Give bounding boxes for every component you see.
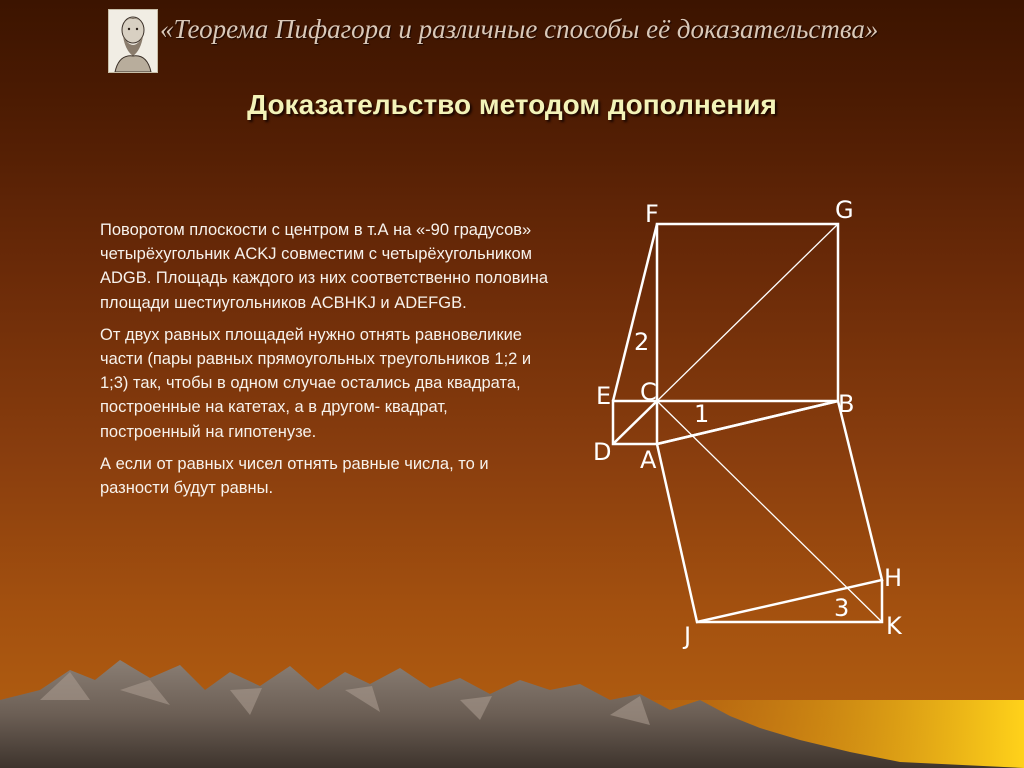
body-text [100, 218, 550, 508]
label-C: C [640, 378, 657, 406]
triangle-hkj [697, 580, 882, 622]
line-dc [613, 401, 657, 444]
label-E: E [596, 382, 612, 410]
label-B: B [838, 390, 855, 418]
square-edac [613, 401, 657, 444]
presentation-title: «Теорема Пифагора и различные способы её доказательства» [160, 14, 879, 44]
paragraph-subtraction: От двух равных площадей нужно отнять равновеликие части (пары равных прямоугольных треугольников 1;2 и 1;3) так, чтобы в одном случае остались два квадрата, построенные на катетах, а в другом- квадрат, построенный на гипотенузе. [100, 325, 532, 441]
triangle-label-3: 3 [834, 594, 850, 622]
diagonal-cg [657, 224, 838, 401]
slide-title: Доказательство методом дополнения [247, 89, 777, 120]
pythagoras-portrait-icon [108, 9, 158, 73]
label-K: K [886, 612, 902, 640]
label-D: D [593, 438, 612, 466]
triangle-label-1: 1 [694, 400, 710, 428]
triangle-label-2: 2 [634, 328, 650, 356]
label-G: G [835, 196, 854, 224]
paragraph-rotation: Поворотом плоскости с центром в т.А на «-90 градусов» четырёхугольник ACKJ совместим с четырёхугольником ADGB. Площадь каждого из них соответственно половина площади шестиугольников ACBHKJ и ADEFGB. [100, 221, 549, 312]
label-J: J [684, 622, 692, 650]
line-ab [657, 401, 838, 444]
label-A: A [640, 446, 657, 474]
square-cfgb [657, 224, 838, 401]
paragraph-conclusion: А если от равных чисел отнять равные числа, то и разности будут равны. [100, 454, 489, 498]
line-ef [613, 224, 657, 401]
label-F: F [645, 200, 659, 228]
diagonal-ck [657, 401, 882, 622]
square-bhja [657, 401, 882, 622]
label-H: H [884, 564, 903, 592]
